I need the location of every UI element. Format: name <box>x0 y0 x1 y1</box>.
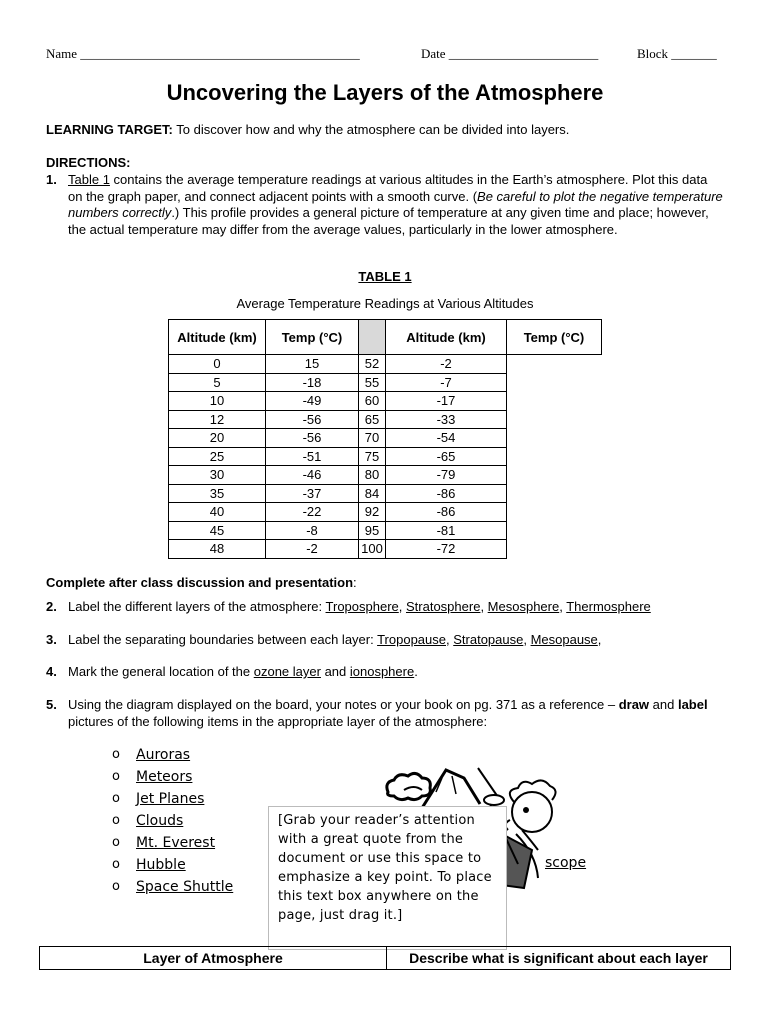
cell-temp: -81 <box>386 521 507 540</box>
step5-text-b: and <box>649 697 678 712</box>
step1-text-a: contains the average temperature readings at various altitudes in the Earth’s atmosphere. Plot this data on the graph paper, and connect adjacent points with a smooth curve. ( <box>68 172 708 204</box>
cell-temp: -56 <box>266 429 359 448</box>
page-title: Uncovering the Layers of the Atmosphere <box>166 80 604 105</box>
list-item <box>112 744 233 766</box>
cell-altitude: 0 <box>169 355 266 374</box>
cell-temp: -49 <box>266 392 359 411</box>
cell-temp: -22 <box>266 503 359 522</box>
partial-item-telescope: scope <box>545 855 587 871</box>
cell-temp: -54 <box>386 429 507 448</box>
list-item <box>112 810 233 832</box>
list-item <box>112 876 233 898</box>
step4-text-c: . <box>414 664 418 679</box>
cloud-icon <box>387 773 430 799</box>
cell-temp: -79 <box>386 466 507 485</box>
layers-table <box>39 946 731 970</box>
list-item <box>112 766 233 788</box>
step5-bold-draw: draw <box>618 697 650 712</box>
table-row <box>169 447 602 466</box>
cell-altitude: 84 <box>359 484 386 503</box>
term-stratosphere: Stratosphere <box>406 599 481 614</box>
cell-temp: -2 <box>266 540 359 559</box>
quote-text-box[interactable]: [Grab your reader’s attention with a great quote from the document or use this space to emphasize a key point. To place this text box anywhere on the page, just drag it.] <box>268 806 507 950</box>
step5-bold-label: label <box>677 697 708 712</box>
col-header-temp-1: Temp (°C) <box>266 320 359 355</box>
bullet-icon: o <box>112 769 120 784</box>
table-row <box>169 484 602 503</box>
cell-altitude: 20 <box>169 429 266 448</box>
cell-altitude: 45 <box>169 521 266 540</box>
temperature-table <box>168 319 602 559</box>
cell-temp: -86 <box>386 484 507 503</box>
term-mesosphere: Mesosphere <box>487 599 560 614</box>
cell-temp: -2 <box>386 355 507 374</box>
table-divider <box>359 320 386 355</box>
items-list <box>112 744 233 898</box>
cell-altitude: 60 <box>359 392 386 411</box>
step3-instruction: Label the separating boundaries between each layer: <box>68 632 378 647</box>
cell-temp: -51 <box>266 447 359 466</box>
col-header-altitude-2: Altitude (km) <box>386 320 507 355</box>
complete-after-label: Complete after class discussion and presentation <box>46 575 354 590</box>
cell-temp: -17 <box>386 392 507 411</box>
table1-link[interactable]: Table 1 <box>68 172 110 187</box>
cell-altitude: 55 <box>359 373 386 392</box>
cell-altitude: 80 <box>359 466 386 485</box>
table-row <box>169 373 602 392</box>
table1-title: TABLE 1 <box>358 269 412 284</box>
cell-altitude: 30 <box>169 466 266 485</box>
table-row <box>169 540 602 559</box>
cell-altitude: 25 <box>169 447 266 466</box>
step1-text-b: .) This profile provides a general picture of temperature at any given time and place; however, the actual temperature may differ from the average values, particularly in the lower atmosphere. <box>68 205 709 237</box>
bullet-icon: o <box>112 879 120 894</box>
list-item-label: Hubble <box>136 857 186 873</box>
cell-temp: -65 <box>386 447 507 466</box>
cell-temp: -56 <box>266 410 359 429</box>
cell-altitude: 10 <box>169 392 266 411</box>
cell-temp: -37 <box>266 484 359 503</box>
table-row <box>169 410 602 429</box>
cell-altitude: 5 <box>169 373 266 392</box>
table-row <box>169 355 602 374</box>
step2-text: Label the different layers of the atmosphere: Troposphere, Stratosphere, Mesosphere, Thermosphere <box>68 599 651 614</box>
cell-altitude: 48 <box>169 540 266 559</box>
step5-text <box>68 697 728 730</box>
cell-altitude: 65 <box>359 410 386 429</box>
table-row <box>169 503 602 522</box>
step1-italic: Be careful to plot the negative temperature numbers correctly <box>68 188 723 220</box>
col-header-altitude-1: Altitude (km) <box>169 320 266 355</box>
step5-text-a: Using the diagram displayed on the board, your notes or your book on pg. 371 as a reference – <box>68 697 619 712</box>
table-row <box>169 392 602 411</box>
list-item <box>112 854 233 876</box>
bullet-icon: o <box>112 747 120 762</box>
cell-temp: -7 <box>386 373 507 392</box>
step4-text-b: and <box>320 664 350 679</box>
wizard-head <box>512 792 552 832</box>
step4-number: 4. <box>46 664 57 679</box>
cell-altitude: 70 <box>359 429 386 448</box>
describe-significance-header: Describe what is significant about each layer <box>387 947 731 970</box>
term-thermosphere: Thermosphere <box>566 599 651 614</box>
list-item-label: Jet Planes <box>136 791 205 807</box>
table-row <box>169 521 602 540</box>
learning-target-text: To discover how and why the atmosphere can be divided into layers. <box>172 122 570 137</box>
layer-of-atmosphere-header: Layer of Atmosphere <box>40 947 387 970</box>
cell-temp: 15 <box>266 355 359 374</box>
cell-altitude: 40 <box>169 503 266 522</box>
step4-text <box>68 664 728 681</box>
list-item <box>112 832 233 854</box>
term-stratopause: Stratopause <box>453 632 524 647</box>
term-ozone-layer: ozone layer <box>253 664 321 679</box>
step1-number: 1. <box>46 172 57 187</box>
bullet-icon: o <box>112 857 120 872</box>
cell-altitude: 100 <box>359 540 386 559</box>
cell-temp: -33 <box>386 410 507 429</box>
list-item-label: Clouds <box>136 813 184 829</box>
cell-altitude: 52 <box>359 355 386 374</box>
cell-altitude: 12 <box>169 410 266 429</box>
telescope-lens <box>484 795 504 805</box>
cell-temp: -18 <box>266 373 359 392</box>
learning-target <box>46 122 726 139</box>
list-item-label: Space Shuttle <box>136 879 234 895</box>
bullet-icon: o <box>112 791 120 806</box>
step1-text <box>68 172 724 238</box>
cell-temp: -72 <box>386 540 507 559</box>
cell-altitude: 75 <box>359 447 386 466</box>
bullet-icon: o <box>112 835 120 850</box>
cell-temp: -46 <box>266 466 359 485</box>
step2-number: 2. <box>46 599 57 614</box>
step3-number: 3. <box>46 632 57 647</box>
block-field[interactable]: Block _______ <box>637 46 717 61</box>
wizard-eye <box>523 807 529 813</box>
table-row <box>169 429 602 448</box>
complete-after-colon: : <box>353 575 357 590</box>
step4-text-a: Mark the general location of the <box>68 664 254 679</box>
cell-altitude: 35 <box>169 484 266 503</box>
name-field[interactable]: Name ___________________________________________ <box>46 46 360 61</box>
bullet-icon: o <box>112 813 120 828</box>
step2-instruction: Label the different layers of the atmosphere: <box>68 599 326 614</box>
list-item <box>112 788 233 810</box>
cell-temp: -8 <box>266 521 359 540</box>
complete-after <box>46 575 357 592</box>
col-header-temp-2: Temp (°C) <box>507 320 602 355</box>
list-item-label: Auroras <box>136 747 191 763</box>
table-row <box>169 466 602 485</box>
cell-temp: -86 <box>386 503 507 522</box>
learning-target-label: LEARNING TARGET: <box>46 122 173 137</box>
term-mesopause: Mesopause <box>530 632 598 647</box>
cell-altitude: 95 <box>359 521 386 540</box>
step5-text-c: pictures of the following items in the appropriate layer of the atmosphere: <box>68 713 488 729</box>
term-tropopause: Tropopause <box>377 632 446 647</box>
date-field[interactable]: Date _______________________ <box>421 46 599 61</box>
list-item-label: Meteors <box>136 769 193 785</box>
directions-label: DIRECTIONS: <box>46 155 131 170</box>
cell-altitude: 92 <box>359 503 386 522</box>
step5-number: 5. <box>46 697 57 712</box>
list-item-label: Mt. Everest <box>136 835 216 851</box>
term-ionosphere: ionosphere <box>349 664 415 679</box>
term-troposphere: Troposphere <box>325 599 399 614</box>
table1-caption: Average Temperature Readings at Various Altitudes <box>236 296 534 311</box>
step3-text: Label the separating boundaries between each layer: Tropopause, Stratopause, Mesopause, <box>68 632 602 647</box>
